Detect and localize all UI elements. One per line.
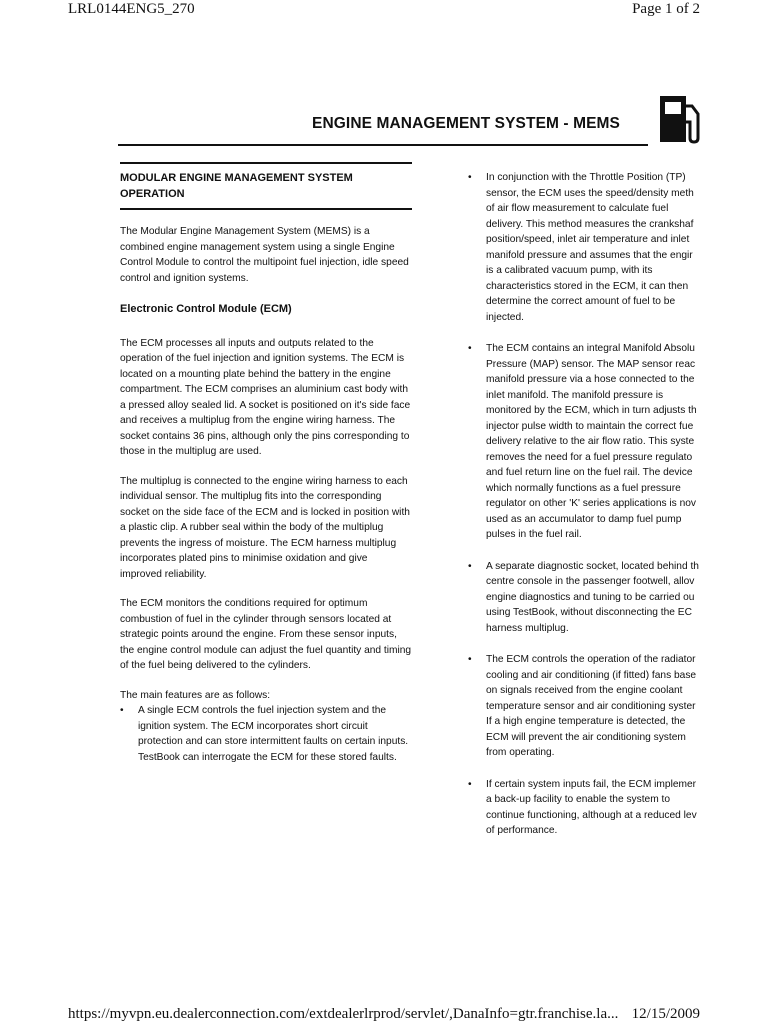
bullet-text: The ECM controls the operation of the radiator cooling and air conditioning (if fitted) fans base on signals received from the engine coolant temperature sensor and air conditioning syster If a high engine temperature is detected, the ECM will prevent the air conditioning system from operating. <box>486 654 697 758</box>
print-date: 12/15/2009 <box>631 1006 700 1022</box>
bullet-text: In conjunction with the Throttle Position (TP) sensor, the ECM uses the speed/density meth of air flow measurement to calculate fuel delivery. This method measures the crankshaf position/speed, inlet air temperature and inlet manifold pressure and assumes that the engir is a calibrated vacuum pump, with its characteristics stored in the ECM, it can then determine the correct amount of fuel to be injected. <box>486 172 694 323</box>
ecm-paragraph-1: The ECM processes all inputs and outputs related to the operation of the fuel injection and ignition systems. The ECM is located on a mounting plate behind the battery in the engine compartment. The ECM comprises an aluminium cast body with a pressed alloy sealed lid. A socket is positioned on it's side face and receives a multiplug from the engine wiring harness. The socket contains 36 pins, although only the pins corresponding to those in the multiplug are used. <box>120 337 411 457</box>
list-item <box>468 170 702 325</box>
intro-paragraph: The Modular Engine Management System (MEMS) is a combined engine management system using a single Engine Control Module to control the multipoint fuel injection, idle speed control and ignition systems. <box>120 226 409 284</box>
list-item <box>468 652 702 761</box>
list-item <box>468 777 702 839</box>
left-column <box>120 162 412 765</box>
bullet-text: A single ECM controls the fuel injection system and the ignition system. The ECM incorporates short circuit protection and can store intermittent faults on certain inputs. TestBook can interrogate the ECM for these stored faults. <box>138 705 409 763</box>
ecm-paragraph-2: The multiplug is connected to the engine wiring harness to each individual sensor. The multiplug fits into the corresponding socket on the side face of the ECM and is locked in position with a plastic clip. A rubber seal within the body of the multiplug prevents the ingress of moisture. The ECM harness multiplug incorporates plated pins to minimise oxidation and give improved reliability. <box>120 475 410 580</box>
bullet-marker: • <box>468 778 472 790</box>
ecm-heading: Electronic Control Module (ECM) <box>120 303 292 315</box>
bullet-marker: • <box>468 343 472 354</box>
list-item <box>120 703 412 765</box>
list-item <box>468 559 702 637</box>
title-row <box>118 98 702 146</box>
right-column <box>468 170 702 870</box>
title-rule <box>118 144 648 146</box>
ecm-paragraph-3: The ECM monitors the conditions required for optimum combustion of fuel in the cylinder through sensors located at strategic points around the engine. From these sensor inputs, the engine control module can adjust the fuel quantity and timing of the fuel being delivered to the cylinders. <box>120 598 412 671</box>
bullet-text: If certain system inputs fail, the ECM implemer a back-up facility to enable the system to continue functioning, although at a reduced lev of performance. <box>486 778 697 836</box>
bullet-marker: • <box>120 705 124 716</box>
bullet-text: The ECM contains an integral Manifold Absolu Pressure (MAP) sensor. The MAP sensor reac manifold pressure via a hose connected to the inlet manifold. The manifold pressure is monitored by the ECM, which in turn adjusts th injector pulse width to maintain the correct fue delivery relative to the air flow ratio. This syste removes the need for a fuel pressure regulato and fuel return line on the fuel rail. The device which normally functions as a fuel pressure regulator on other 'K' series applications is nov used as an accumulator to damp fuel pump pulses in the fuel rail. <box>486 343 697 540</box>
fuel-pump-icon <box>658 92 702 146</box>
bullet-marker: • <box>468 560 472 572</box>
heading-rule-bottom <box>120 208 412 210</box>
list-item <box>468 341 702 543</box>
bullet-marker: • <box>468 654 472 665</box>
bullet-marker: • <box>468 172 472 183</box>
source-url-link[interactable]: https://myvpn.eu.dealerconnection.com/extdealerlrprod/servlet/,DanaInfo=gtr.franchise.la... <box>68 1006 619 1022</box>
bullet-text: A separate diagnostic socket, located behind th centre console in the passenger footwell, allov engine diagnostics and tuning to be carried ou using TestBook, without disconnecting the EC harness multiplug. <box>486 560 699 634</box>
document-id: LRL0144ENG5_270 <box>68 1 195 17</box>
page-title: ENGINE MANAGEMENT SYSTEM - MEMS <box>312 115 620 132</box>
features-intro: The main features are as follows: <box>120 689 271 701</box>
page-number: Page 1 of 2 <box>632 1 700 17</box>
section-heading: MODULAR ENGINE MANAGEMENT SYSTEM OPERATION <box>120 172 353 200</box>
